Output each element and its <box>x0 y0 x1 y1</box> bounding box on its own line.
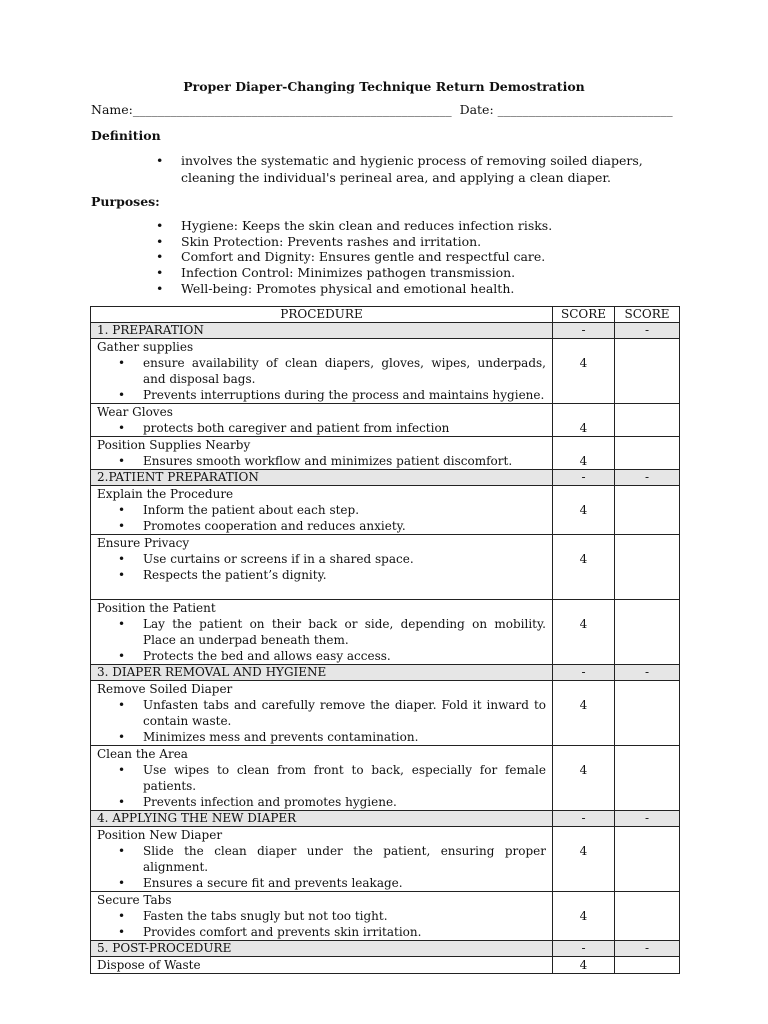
step-name: Dispose of Waste <box>97 958 201 972</box>
step-bullet: • Promotes cooperation and reduces anxiety. <box>143 518 546 534</box>
step-bullets <box>97 355 546 403</box>
step-row <box>91 404 680 437</box>
step-bullet: • Prevents interruptions during the process and maintains hygiene. <box>143 387 546 403</box>
name-date-line <box>91 102 673 117</box>
step-bullet: • Lay the patient on their back or side, depending on mobility. Place an underpad beneath them. <box>143 616 546 648</box>
step-score: 4 <box>553 827 615 892</box>
step-name: Secure Tabs <box>97 893 172 907</box>
evaluator-score-cell[interactable] <box>615 892 680 941</box>
name-blank: ___________________________________________________ <box>132 102 452 117</box>
step-score: 4 <box>553 892 615 941</box>
procedure-table <box>90 306 680 974</box>
evaluator-score-cell[interactable] <box>615 957 680 974</box>
section-score-1: - <box>553 811 615 827</box>
step-row <box>91 681 680 746</box>
bullet-icon: • <box>156 249 164 265</box>
step-bullet: • Use curtains or screens if in a shared space. <box>143 551 546 567</box>
section-row <box>91 665 680 681</box>
section-score-2: - <box>615 470 680 486</box>
step-bullets <box>97 843 546 891</box>
step-bullet: • Respects the patient’s dignity. <box>143 567 546 583</box>
step-bullet: • Use wipes to clean from front to back, especially for female patients. <box>143 762 546 794</box>
step-score: 4 <box>553 404 615 437</box>
step-name: Position New Diaper <box>97 828 223 842</box>
step-bullets <box>97 697 546 745</box>
step-bullets <box>97 616 546 664</box>
section-score-1: - <box>553 941 615 957</box>
step-name: Gather supplies <box>97 340 194 354</box>
section-title: 2.PATIENT PREPARATION <box>91 470 553 486</box>
section-title: 5. POST-PROCEDURE <box>91 941 553 957</box>
step-bullet: • Ensures smooth workflow and minimizes patient discomfort. <box>143 453 546 469</box>
step-name: Wear Gloves <box>97 405 173 419</box>
step-score: 4 <box>553 600 615 665</box>
purposes-heading: Purposes: <box>91 194 160 209</box>
step-row <box>91 486 680 535</box>
step-bullet: • Provides comfort and prevents skin irritation. <box>143 924 546 940</box>
section-row <box>91 941 680 957</box>
step-score: 4 <box>553 681 615 746</box>
evaluator-score-cell[interactable] <box>615 600 680 665</box>
evaluator-score-cell[interactable] <box>615 681 680 746</box>
step-score: 4 <box>553 486 615 535</box>
section-title: 4. APPLYING THE NEW DIAPER <box>91 811 553 827</box>
bullet-icon: • <box>156 233 164 249</box>
step-bullet: • Slide the clean diaper under the patient, ensuring proper alignment. <box>143 843 546 875</box>
evaluator-score-cell[interactable] <box>615 535 680 600</box>
bullet-icon: • <box>156 265 164 281</box>
evaluator-score-cell[interactable] <box>615 746 680 811</box>
section-score-1: - <box>553 323 615 339</box>
section-row <box>91 811 680 827</box>
step-bullet: • ensure availability of clean diapers, gloves, wipes, underpads, and disposal bags. <box>143 355 546 387</box>
date-label: Date: <box>459 102 494 117</box>
step-bullets <box>97 762 546 810</box>
section-score-2: - <box>615 941 680 957</box>
step-score: 4 <box>553 437 615 470</box>
step-bullet: • Minimizes mess and prevents contamination. <box>143 729 546 745</box>
section-score-1: - <box>553 470 615 486</box>
column-header-score: SCORE <box>553 307 615 323</box>
step-score: 4 <box>553 746 615 811</box>
purpose-item: • Well-being: Promotes physical and emotional health. <box>156 280 515 296</box>
definition-heading: Definition <box>91 128 161 143</box>
step-row <box>91 600 680 665</box>
definition-text: involves the systematic and hygienic process of removing soiled diapers, cleaning the individual's perineal area, and applying a clean diaper. <box>181 153 643 185</box>
step-score: 4 <box>553 957 615 974</box>
section-score-2: - <box>615 323 680 339</box>
step-row <box>91 339 680 404</box>
evaluator-score-cell[interactable] <box>615 437 680 470</box>
purpose-item: • Comfort and Dignity: Ensures gentle and respectful care. <box>156 249 546 265</box>
step-row <box>91 827 680 892</box>
step-row <box>91 746 680 811</box>
step-bullets <box>97 908 546 940</box>
step-score: 4 <box>553 339 615 404</box>
table-header-row <box>91 307 680 323</box>
date-blank: ____________________________ <box>497 102 673 117</box>
step-bullet: • Unfasten tabs and carefully remove the diaper. Fold it inward to contain waste. <box>143 697 546 729</box>
step-bullet: • Inform the patient about each step. <box>143 502 546 518</box>
step-row <box>91 892 680 941</box>
bullet-icon: • <box>156 153 164 168</box>
column-header-procedure: PROCEDURE <box>91 307 553 323</box>
step-bullets <box>97 453 546 469</box>
step-bullet: • Fasten the tabs snugly but not too tight. <box>143 908 546 924</box>
section-title: 3. DIAPER REMOVAL AND HYGIENE <box>91 665 553 681</box>
section-row <box>91 470 680 486</box>
purposes-list <box>156 218 671 297</box>
document-title: Proper Diaper-Changing Technique Return Demostration <box>183 79 585 94</box>
purpose-item: • Hygiene: Keeps the skin clean and reduces infection risks. <box>156 218 553 233</box>
step-row <box>91 957 680 974</box>
step-row <box>91 437 680 470</box>
evaluator-score-cell[interactable] <box>615 486 680 535</box>
step-row <box>91 535 680 600</box>
step-bullets <box>97 420 546 436</box>
evaluator-score-cell[interactable] <box>615 827 680 892</box>
step-name: Position Supplies Nearby <box>97 438 251 452</box>
purpose-item: • Skin Protection: Prevents rashes and irritation. <box>156 233 482 249</box>
step-bullet: • Protects the bed and allows easy access. <box>143 648 546 664</box>
column-header-score: SCORE <box>615 307 680 323</box>
purpose-item: • Infection Control: Minimizes pathogen transmission. <box>156 265 516 281</box>
step-name: Position the Patient <box>97 601 216 615</box>
definition-item <box>156 152 671 186</box>
bullet-icon: • <box>156 280 164 296</box>
step-bullet: • Prevents infection and promotes hygiene. <box>143 794 546 810</box>
step-bullet: • protects both caregiver and patient from infection <box>143 420 546 436</box>
step-name: Explain the Procedure <box>97 487 234 501</box>
step-bullets <box>97 502 546 534</box>
step-bullet: • Ensures a secure fit and prevents leakage. <box>143 875 546 891</box>
evaluator-score-cell[interactable] <box>615 404 680 437</box>
step-name: Remove Soiled Diaper <box>97 682 233 696</box>
section-row <box>91 323 680 339</box>
step-score: 4 <box>553 535 615 600</box>
section-score-1: - <box>553 665 615 681</box>
step-name: Clean the Area <box>97 747 188 761</box>
section-score-2: - <box>615 665 680 681</box>
step-name: Ensure Privacy <box>97 536 190 550</box>
step-bullets <box>97 551 546 583</box>
bullet-icon: • <box>156 218 164 233</box>
procedure-table-body <box>91 323 680 974</box>
section-title: 1. PREPARATION <box>91 323 553 339</box>
name-label: Name: <box>91 102 133 117</box>
evaluator-score-cell[interactable] <box>615 339 680 404</box>
section-score-2: - <box>615 811 680 827</box>
